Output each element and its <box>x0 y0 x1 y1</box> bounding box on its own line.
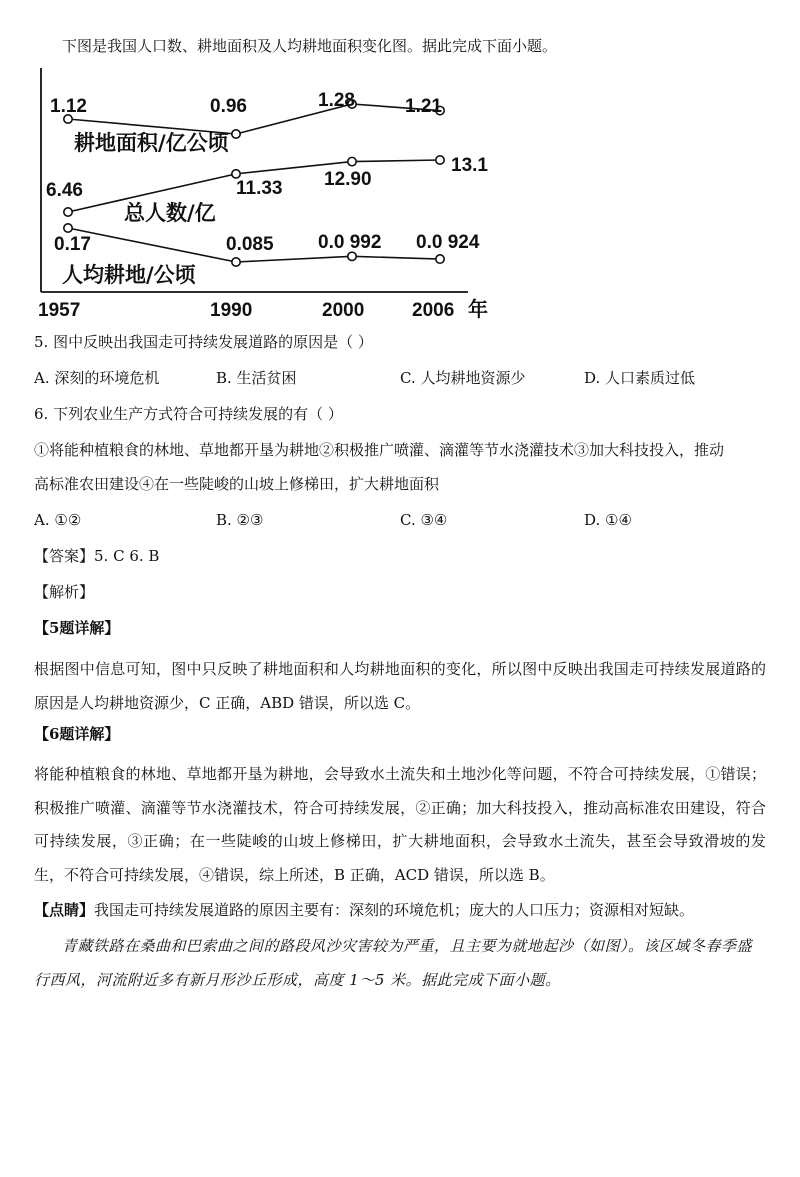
q5-option-a[interactable]: A. 深刻的环境危机 <box>34 369 160 387</box>
series-2 <box>46 155 488 225</box>
q5-option-c[interactable]: C. 人均耕地资源少 <box>400 369 526 387</box>
series-1 <box>50 90 444 155</box>
series-1-value-label: 1.28 <box>318 90 355 111</box>
x-axis-suffix: 年 <box>468 297 488 321</box>
tip-text: 我国走可持续发展道路的原因主要有：深刻的环境危机；庞大的人口压力；资源相对短缺。 <box>94 901 695 919</box>
series-3-value-label: 0.085 <box>226 234 274 255</box>
series-1-name: 耕地面积/亿公顷 <box>74 131 229 155</box>
series-3-point <box>348 252 356 260</box>
q6-option-d[interactable]: D. ①④ <box>584 511 632 529</box>
next-intro-line2: 行西风，河流附近多有新月形沙丘形成，高度 1～5 米。据此完成下面小题。 <box>34 971 561 989</box>
x-tick-label: 1957 <box>38 300 81 321</box>
x-tick-label: 1990 <box>210 300 253 321</box>
q5-option-b[interactable]: B. 生活贫困 <box>216 369 297 387</box>
series-2-point <box>64 208 72 216</box>
series-1-point <box>232 130 240 138</box>
detail5-title: 【5题详解】 <box>34 619 120 637</box>
series-2-point <box>348 157 356 165</box>
series-3-value-label: 0.17 <box>54 234 91 255</box>
q6-body-line1: ①将能种植粮食的林地、草地都开垦为耕地②积极推广喷灌、滴灌等节水浇灌技术③加大科技投入，推动 <box>34 441 725 459</box>
q6-option-a[interactable]: A. ①② <box>34 511 82 529</box>
series-1-value-label: 0.96 <box>210 96 247 117</box>
series-3-segment <box>68 228 236 262</box>
series-2-value-label: 13.1 <box>451 155 488 176</box>
q5-option-d[interactable]: D. 人口素质过低 <box>584 369 696 387</box>
q6-option-c[interactable]: C. ③④ <box>400 511 448 529</box>
q6-stem: 6. 下列农业生产方式符合可持续发展的有（ ） <box>34 405 343 423</box>
series-2-name: 总人数/亿 <box>124 201 216 225</box>
series-3-point <box>232 258 240 266</box>
x-tick-label: 2000 <box>322 300 365 321</box>
series-1-value-label: 1.12 <box>50 96 87 117</box>
detail6-text: 将能种植粮食的林地、草地都开垦为耕地，会导致水土流失和土地沙化等问题，不符合可持续发展，①错误；积极推广喷灌、滴灌等节水浇灌技术，符合可持续发展，②正确；加大科技投入，推动高标准农田建设，符合可持续发展，③正确；在一些陡峻的山坡上修梯田，扩大耕地面积，会导致水土流失，甚至会导致滑坡的发生，不符合可持续发展，④错误，综上所述，B 正确，ACD 错误，所以选 B。 <box>34 765 766 884</box>
series-2-value-label: 6.46 <box>46 180 83 201</box>
series-3-segment <box>236 256 352 262</box>
series-3-segment <box>352 256 440 259</box>
series-1-value-label: 1.21 <box>405 96 442 117</box>
detail6-title: 【6题详解】 <box>34 725 120 743</box>
q5-stem: 5. 图中反映出我国走可持续发展道路的原因是（ ） <box>34 333 373 351</box>
q6-option-b[interactable]: B. ②③ <box>216 511 264 529</box>
series-2-point <box>232 170 240 178</box>
detail5-text: 根据图中信息可知，图中只反映了耕地面积和人均耕地面积的变化，所以图中反映出我国走可持续发展道路的原因是人均耕地资源少，C 正确，ABD 错误，所以选 C。 <box>34 660 766 712</box>
series-3 <box>54 224 480 287</box>
next-intro-line1: 青藏铁路在桑曲和巴索曲之间的路段风沙灾害较为严重，且主要为就地起沙（如图）。该区域冬春季盛 <box>62 937 753 955</box>
series-2-value-label: 12.90 <box>324 169 372 190</box>
series-2-segment <box>352 160 440 162</box>
tip-label: 【点睛】 <box>34 901 95 919</box>
series-3-value-label: 0.0 924 <box>416 232 480 253</box>
series-3-name: 人均耕地/公顷 <box>62 263 196 287</box>
series-3-point <box>64 224 72 232</box>
tip-line <box>34 900 694 920</box>
q6-body-line2: 高标准农田建设④在一些陡峻的山坡上修梯田，扩大耕地面积 <box>34 475 440 493</box>
series-2-value-label: 11.33 <box>236 178 283 199</box>
series-2-point <box>436 156 444 164</box>
line-chart <box>0 62 520 322</box>
x-tick-label: 2006 <box>412 300 455 321</box>
intro-text: 下图是我国人口数、耕地面积及人均耕地面积变化图。据此完成下面小题。 <box>62 37 558 55</box>
series-3-value-label: 0.0 992 <box>318 232 382 253</box>
analysis-label: 【解析】 <box>34 583 95 601</box>
answer-line: 【答案】5. C 6. B <box>34 547 160 565</box>
series-3-point <box>436 255 444 263</box>
